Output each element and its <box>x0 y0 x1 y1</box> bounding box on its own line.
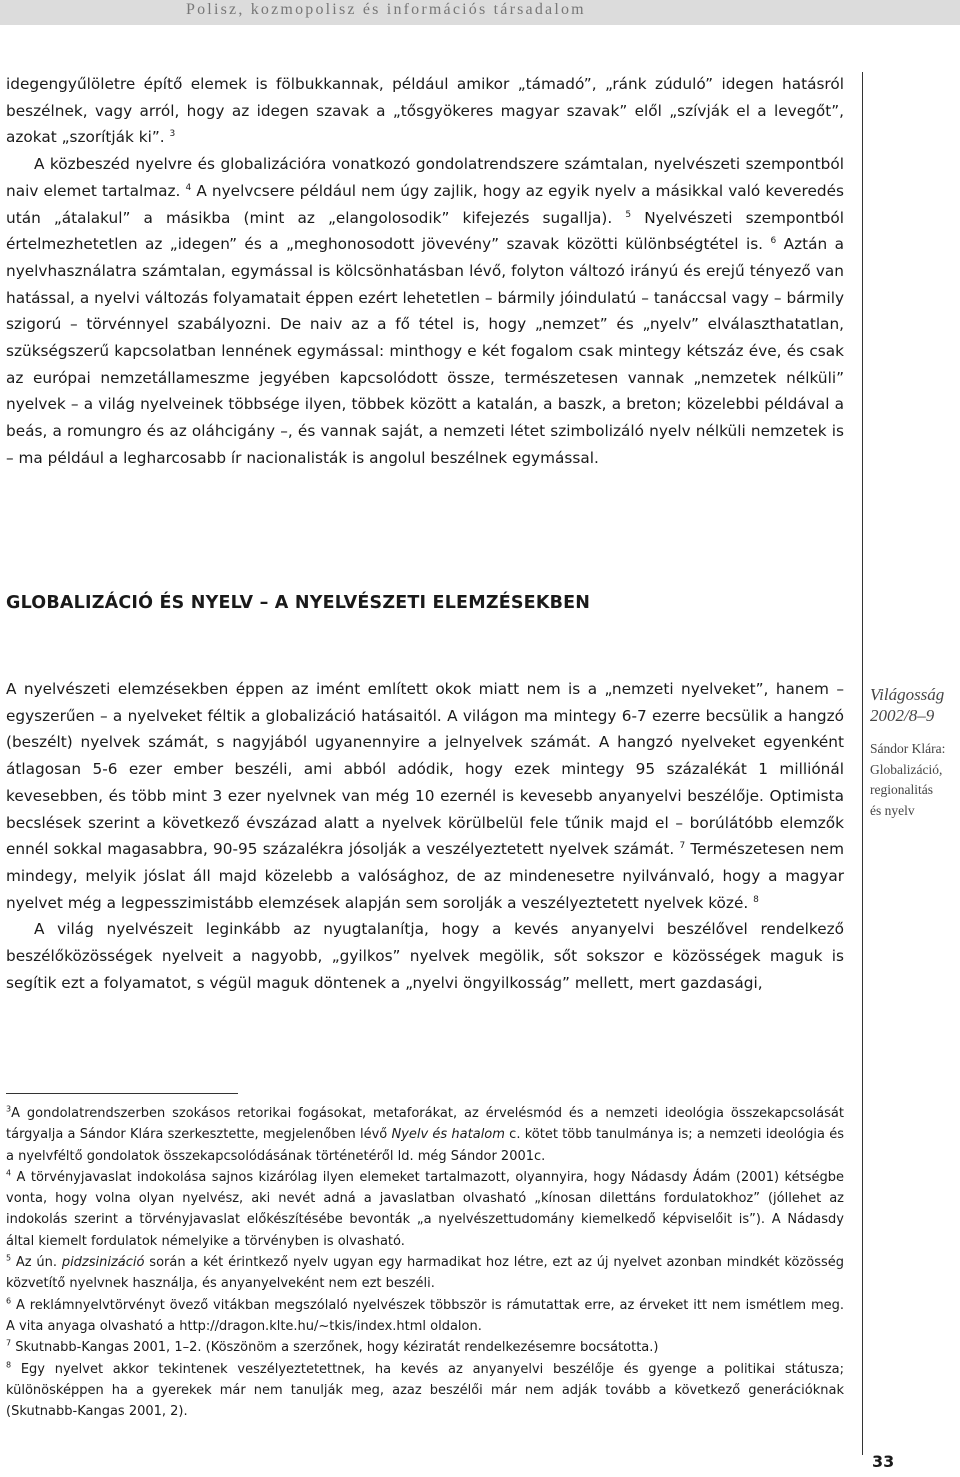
footnote-ref-7[interactable]: 7 <box>679 841 686 852</box>
footnote-7: $^7$ Skutnabb-Kangas 2001, 1–2. (Köszönöm a szerzőnek, hogy kéziratát rendelkezésemre bocsátotta.) <box>6 1338 659 1356</box>
footnote-4: $^4$ A törvényjavaslat indokolása sajnos kizárólag ilyen elemeket tartalmazott, olyannyira, hogy Nádasdy Ádám (2001) kétségbe vonta, hogy volna olyan nyelvész, aki nevét adná a javaslatban olvasható „kínosan dilettáns fordulatokhoz” (jóllehet az indokolás szerint a törvényjavaslat előkészítésébe bevonták „a nyelvészettudomány kiemelkedő képviselőit is”). A Nádasdy által kiemelt fordulatok némelyike a törvényben is olvasható. <box>6 1168 844 1249</box>
footnotes <box>6 1103 844 1422</box>
article-title-line-1: Globalizáció, <box>870 761 943 777</box>
footnote-divider <box>6 1093 238 1094</box>
journal-name: Világosság <box>870 685 945 704</box>
footnote-ref-8[interactable]: 8 <box>753 894 759 905</box>
article-title-line-2: regionalitás <box>870 782 933 797</box>
page-number: 33 <box>872 1452 895 1471</box>
section-paragraph-1: A nyelvészeti elemzésekben éppen az imént említett okok miatt nem is a „nemzeti nyelveket”, hanem – egyszerűen – a nyelveket féltik a globalizáció hatásaitól. A világon ma mintegy 6-7 ezerre becsülik a hangzó (beszélt) nyelvek számát, s nagyjából ugyanennyire a jelnyelvek számát. A hangzó nyelveket egyenként átlagosan 5-6 ezer ember beszéli, ami abból adódik, hogy ezek mintegy 95 százalékát 1 milliónál kevesebben, és több mint 3 ezer nyelvnek van még 10 ezernél is kevesebb anyanyelvi beszélője. Optimista becslések szerint a következő évszázad alatt a nyelvek körülbelül fele tűnik majd el – borúlátóbb elemzők ennél sokkal magasabbra, 90-95 százalékra jósolják a veszélyeztetett nyelvek számát. $^7$ Természetesen nem mindegy, melyik jóslat áll majd közelebb a valósághoz, de az mindenesetre nyilvánvaló, hogy a magyar nyelvet még a legpesszimistább elemzések alapján sem sorolják a veszélyeztetett nyelvek közé. $^8$ <box>6 680 844 912</box>
footnote-8: $^8$ Egy nyelvet akkor tekintenek veszélyeztetettnek, ha kevés az anyanyelvi beszélője és gyenge a politikai státusza; különösképpen ha a gyerekek már nem tanulják meg, azaz beszélői már nem adják tovább a következő generációknak (Skutnabb-Kangas 2001, 2). <box>6 1360 844 1420</box>
section-text <box>6 676 844 996</box>
article-title-line-3: és nyelv <box>870 802 915 818</box>
intro-paragraph-2: A közbeszéd nyelvre és globalizációra vonatkozó gondolatrendszere számtalan, nyelvészeti szempontból naiv elemet tartalmaz. $^4$ A nyelvcsere például nem úgy zajlik, hogy az egyik nyelv a másikkal való keveredés után „átalakul” a másikba (mint az „elangolosodik” kifejezés sugallja). $^5$ Nyelvészeti szempontból értelmezhetetlen az „idegen” és a „meghonosodott jövevény” szavak közötti különbségtétel is. $^6$ Aztán a nyelvhasználatra számtalan, egymással is kölcsönhatásban lévő, folyton változó irányú és erejű tényező van hatással, a nyelvi változás folyamatait éppen ezért lehetetlen – bármily jóindulatú – tanáccsal vagy – bármily szigorú – törvénnyel szabályozni. De naiv az a fő tétel is, hogy „nemzet” és „nyelv” elválaszthatatlan, szükségszerű kapcsolatban lennének egymással: minthogy e két fogalom csak mintegy kétszáz éve, és csak az európai nemzetállameszme jegyében kapcsolódott össze, természetesen vannak „nemzetek nélküli” nyelvek – a világ nyelveinek többsége ilyen, többek között a katalán, a baszk, a breton; közelebbi példával a beás, a romungro és az oláhcigány –, és vannak saját, a nemzeti létet szimbolizáló nyelv nélküli nemzetek is – ma például a legharcosabb ír nacionalisták is angolul beszélnek egymással. <box>6 155 844 467</box>
footnote-ref-3[interactable]: 3 <box>169 129 176 140</box>
footnote-ref-4[interactable]: 4 <box>185 182 192 193</box>
footnote-3: $^3$A gondolatrendszerben szokásos retorikai fogásokat, metaforákat, az érvelésmód és a nemzeti ideológia összekapcsolását tárgyalja a Sándor Klára szerkesztette, megjelenőben lévő Nyelv és hatalom c. kötet több tanulmánya is; a nemzeti ideológia és a nyelvféltő gondolatok összekapcsolódásának történetéről ld. még Sándor 2001c. <box>6 1104 844 1164</box>
running-title: Polisz, kozmopolisz és információs társadalom <box>186 1 586 18</box>
section-heading: GLOBALIZÁCIÓ ÉS NYELV – A NYELVÉSZETI ELEMZÉSEKBEN <box>6 593 591 613</box>
footnote-ref-5[interactable]: 5 <box>625 209 632 220</box>
section-paragraph-2: A világ nyelvészeit leginkább az nyugtalanítja, hogy a kevés anyanyelvi beszélővel rendelkező beszélőközösségek nyelveit a nagyobb, „gyilkos” nyelvek megölik, sőt sokszor e közösségek maguk is segítik ezt a folyamatot, s végül maguk döntenek a „nyelvi öngyilkosság” mellett, mert gazdasági, <box>6 920 844 992</box>
footnote-ref-6[interactable]: 6 <box>770 236 777 247</box>
footnote-5: $^5$ Az ún. pidzsinizáció során a két érintkező nyelv ugyan egy harmadikat hoz létre, ezt az új nyelvet azonban mindkét közösség közvetítő nyelvnek használja, és anyanyelveként nem ezt beszéli. <box>6 1253 845 1292</box>
margin-rule <box>862 72 863 1455</box>
footnote-6: $^6$ A reklámnyelvtörvényt övező vitákban megszólaló nyelvészek többször is rámutattak erre, az érveket itt nem ismétlem meg. A vita anyaga olvasható a http://dragon.klte.hu/~tkis/index.html oldalon. <box>6 1296 844 1334</box>
margin-note <box>870 684 960 821</box>
intro-text <box>6 71 844 472</box>
running-head <box>0 0 960 25</box>
article-author: Sándor Klára: <box>870 741 946 756</box>
journal-issue: 2002/8–9 <box>870 706 935 725</box>
intro-paragraph-1: idegengyűlöletre építő elemek is fölbukkannak, például amikor „támadó”, „ránk zúduló” idegen hatásról beszélnek, vagy arról, hogy az idegen szavak a „tősgyökeres magyar szavak” elől „szívják el a levegőt”, azokat „szorítják ki”. $^3$ <box>6 75 844 147</box>
